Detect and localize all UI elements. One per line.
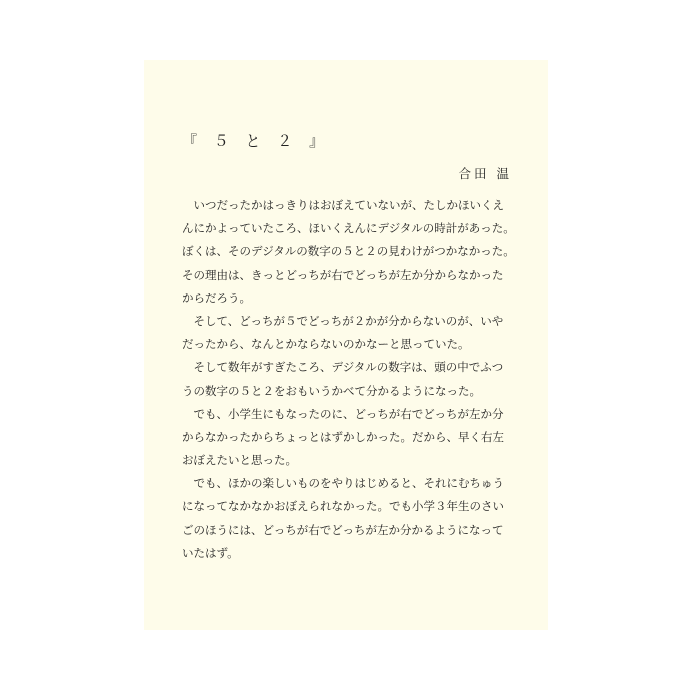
author-name: 合田 温: [458, 166, 512, 181]
body-line: そして、どっちが５でどっちが２かが分からないのが、いや: [182, 313, 504, 328]
body-line: ぼくは、そのデジタルの数字の５と２の見わけがつかなかった。: [182, 244, 515, 259]
body-line: でも、ほかの楽しいものをやりはじめると、それにむちゅう: [182, 476, 504, 491]
body-line: そして数年がすぎたころ、デジタルの数字は、頭の中でふつ: [182, 360, 504, 375]
body-line: その理由は、きっとどっちが右でどっちが左か分からなかった: [182, 267, 504, 282]
essay-page: [144, 60, 548, 630]
essay-body: [182, 194, 515, 565]
body-line: おぼえたいと思った。: [182, 453, 297, 468]
body-line: んにかよっていたころ、ほいくえんにデジタルの時計があった。: [182, 221, 515, 236]
body-line: いたはず。: [182, 545, 239, 560]
body-line: だったから、なんとかならないのかなーと思っていた。: [182, 337, 470, 352]
body-line: からなかったからちょっとはずかしかった。だから、早く右左: [182, 429, 504, 444]
body-line: からだろう。: [182, 290, 251, 305]
body-line: になってなかなかおぼえられなかった。でも小学３年生のさい: [182, 499, 504, 514]
body-line: いつだったかはっきりはおぼえていないが、たしかほいくえ: [182, 198, 504, 212]
body-line: でも、小学生にもなったのに、どっちが右でどっちが左か分: [182, 406, 504, 421]
essay-title: 『 ５ と ２ 』: [182, 132, 331, 150]
body-line: ごのほうには、どっちが右でどっちが左か分かるようになって: [182, 522, 504, 537]
body-line: うの数字の５と２をおもいうかべて分かるようになった。: [182, 383, 481, 398]
